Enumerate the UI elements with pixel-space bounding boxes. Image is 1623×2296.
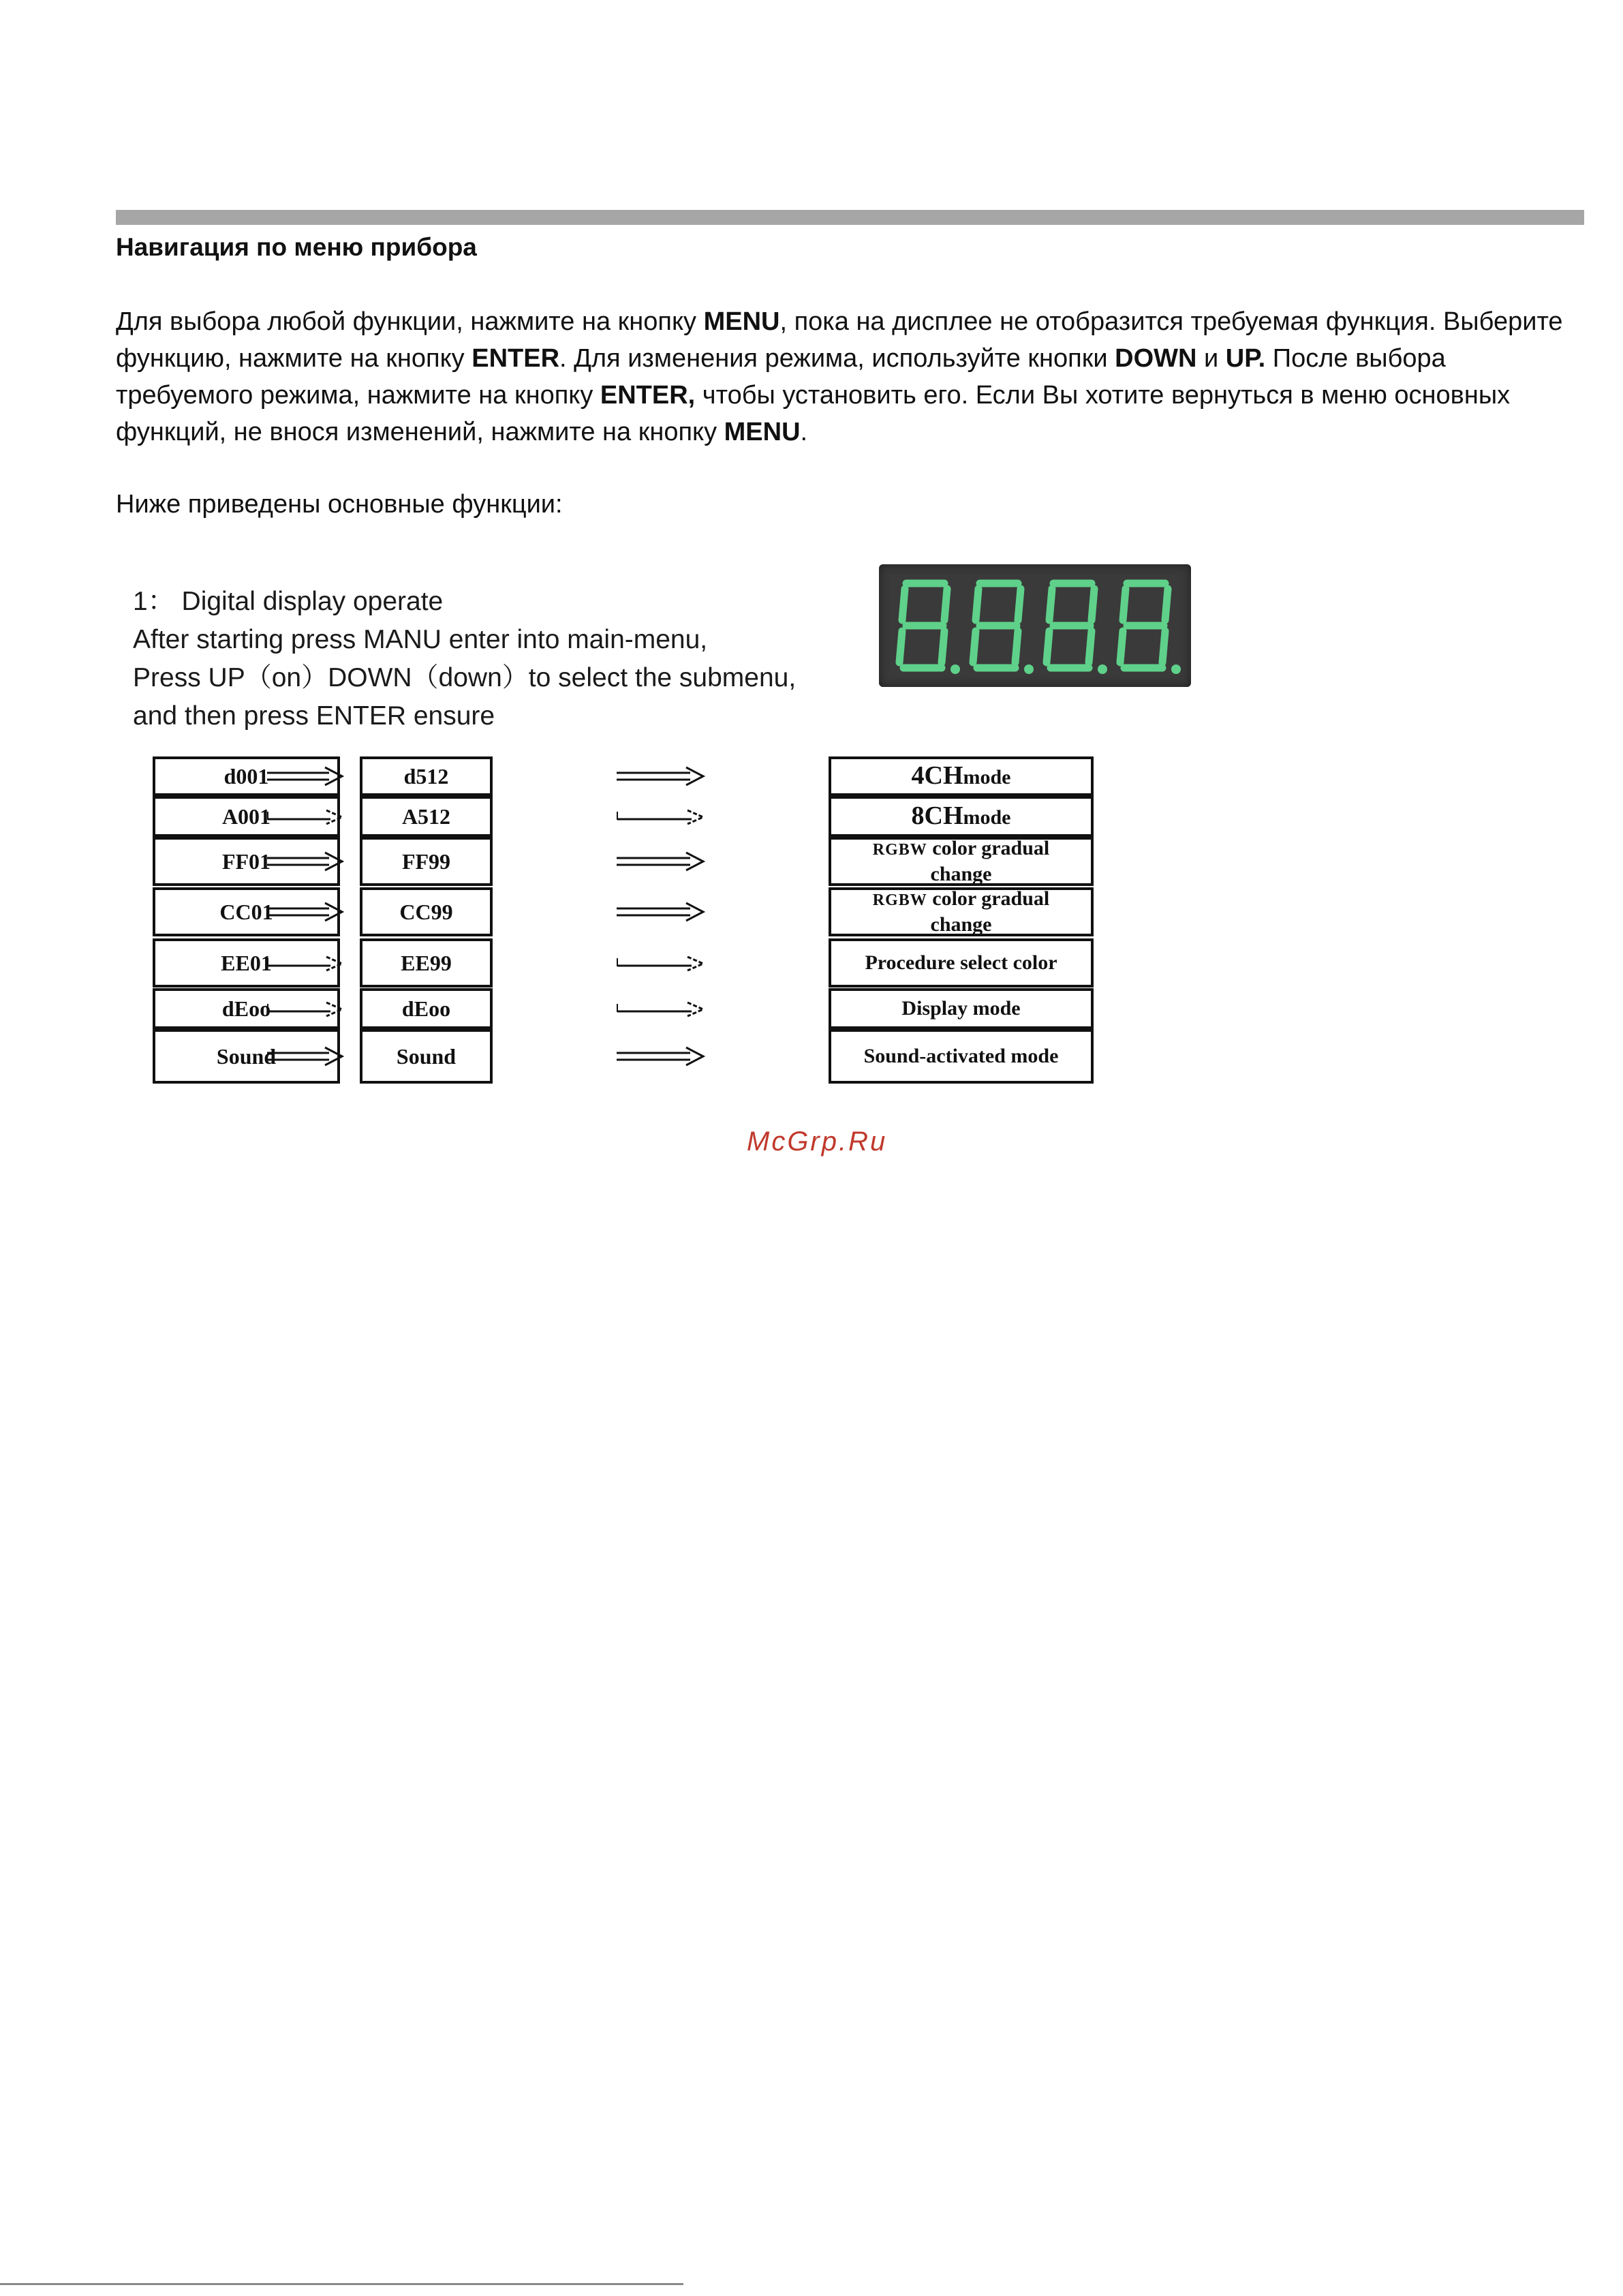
menu-code-cell: Sound	[153, 1029, 340, 1084]
mode-description	[912, 763, 1011, 790]
text-run: . Для изменения режима, используйте кнопки	[559, 344, 1115, 373]
menu-keyword: MENU	[724, 418, 801, 446]
functions-intro: Ниже приведены основные функции:	[116, 490, 563, 519]
arrow-right-icon	[615, 902, 705, 922]
mode-description-cell	[829, 1029, 1094, 1084]
menu-range-cell: A512	[360, 796, 493, 837]
figure-line-2: After starting press MANU enter into main-menu,	[133, 625, 708, 654]
menu-code-cell: CC01	[153, 887, 340, 936]
figure-line-4: and then press ENTER ensure	[133, 701, 495, 731]
arrow-right-icon	[266, 998, 344, 1019]
mode-description	[901, 996, 1020, 1021]
arrow-right-icon	[615, 766, 705, 786]
text-run: , пока на дисплее не отобразится требуемая функция. Выберите функцию, нажмите на кнопку	[116, 307, 1563, 373]
figure-caption	[133, 583, 796, 735]
mode-description-cell	[829, 988, 1094, 1029]
menu-range-cell: dEoo	[360, 988, 493, 1029]
instructions-paragraph	[116, 303, 1588, 450]
watermark: McGrp.Ru	[747, 1127, 888, 1157]
mode-description	[912, 803, 1011, 830]
mode-text: mode	[963, 806, 1011, 829]
mode-description-cell	[829, 887, 1094, 936]
mode-description-cell	[829, 796, 1094, 837]
mode-description-cell	[829, 756, 1094, 796]
enter-keyword: ENTER	[472, 344, 560, 373]
mode-description	[864, 1044, 1059, 1069]
text-run: и	[1196, 344, 1226, 373]
text-run: чтобы установить его. Если Вы хотите вернуться в меню основных функций, не внося изменений, нажмите на кнопку	[116, 381, 1511, 446]
mode-description	[842, 887, 1080, 937]
enter-keyword: ENTER,	[600, 381, 696, 410]
menu-range-cell: CC99	[360, 887, 493, 936]
up-keyword: UP.	[1225, 344, 1266, 373]
arrow-right-icon	[615, 998, 705, 1019]
mode-text: Display mode	[901, 997, 1021, 1020]
mode-prefix: RGBW	[872, 891, 927, 909]
arrow-right-icon	[615, 851, 705, 872]
figure-line-3: Press UP（on）DOWN（down）to select the submenu,	[133, 663, 797, 692]
arrow-right-icon	[266, 1046, 344, 1067]
arrow-right-icon	[615, 1046, 705, 1067]
menu-range-cell: FF99	[360, 837, 493, 886]
arrow-right-icon	[615, 953, 705, 973]
text-run: После выбора требуемого режима, нажмите на кнопку	[116, 344, 1446, 410]
menu-code-cell: FF01	[153, 837, 340, 886]
arrow-right-icon	[615, 806, 705, 827]
mode-description-cell	[829, 837, 1094, 886]
text-run: .	[800, 418, 808, 446]
menu-range-cell: d512	[360, 756, 493, 796]
arrow-right-icon	[266, 953, 344, 973]
mode-description	[842, 836, 1080, 887]
menu-code-cell: d001	[153, 756, 340, 796]
menu-code-cell: A001	[153, 796, 340, 837]
mode-text: color gradual change	[930, 837, 1050, 885]
mode-description	[865, 951, 1057, 975]
menu-range-cell: Sound	[360, 1029, 493, 1084]
arrow-right-icon	[266, 766, 344, 786]
seven-segment-display	[879, 564, 1191, 687]
menu-code-cell: EE01	[153, 938, 340, 988]
display-digits-icon	[879, 564, 1191, 687]
mode-text: color gradual change	[930, 887, 1050, 936]
arrow-right-icon	[266, 902, 344, 922]
mode-text: mode	[963, 765, 1011, 789]
mode-channels: 4CH	[911, 761, 963, 790]
figure-line-1: 1： Digital display operate	[133, 587, 444, 616]
mode-prefix: RGBW	[872, 841, 927, 859]
menu-code-cell: dEoo	[153, 988, 340, 1029]
mode-channels: 8CH	[911, 801, 963, 830]
section-heading: Навигация по меню прибора	[116, 233, 477, 261]
arrow-right-icon	[266, 806, 344, 827]
mode-text: Procedure select color	[865, 951, 1057, 974]
mode-description-cell	[829, 938, 1094, 988]
arrow-right-icon	[266, 851, 344, 872]
footer-rule	[0, 2283, 683, 2285]
menu-keyword: MENU	[703, 307, 780, 336]
top-rule	[116, 210, 1584, 225]
menu-range-cell: EE99	[360, 938, 493, 988]
text-run: Для выбора любой функции, нажмите на кнопку	[116, 307, 704, 336]
mode-text: Sound-activated mode	[863, 1045, 1059, 1067]
down-keyword: DOWN	[1115, 344, 1197, 373]
